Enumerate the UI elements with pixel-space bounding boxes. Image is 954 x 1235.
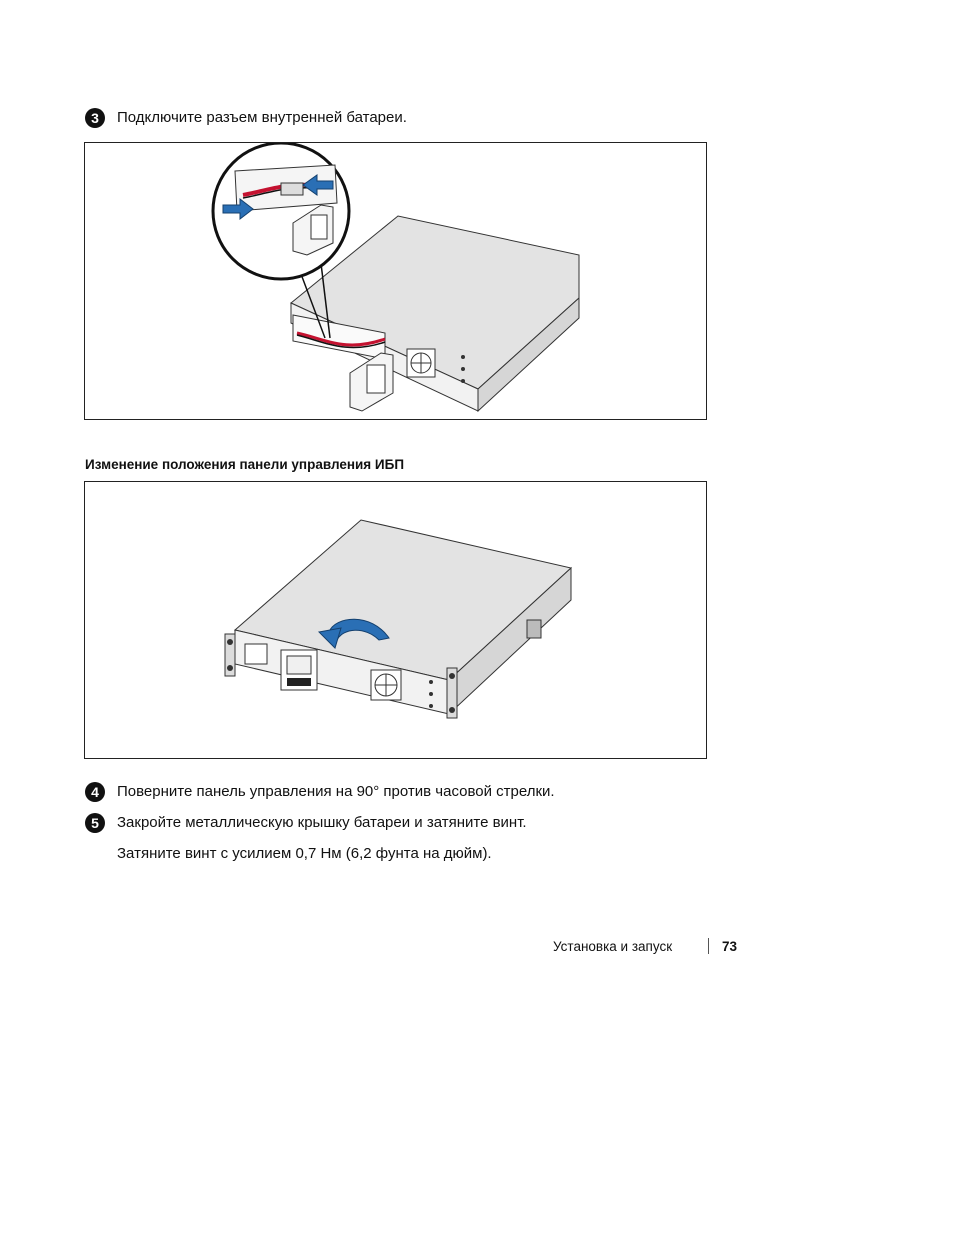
step-text: Закройте металлическую крышку батареи и затяните винт. [117, 814, 527, 831]
step-number: 5 [85, 813, 105, 833]
step-text: Подключите разъем внутренней батареи. [117, 109, 407, 126]
footer-section-title: Установка и запуск [553, 939, 673, 954]
battery-connector-figure [84, 142, 707, 420]
footer-divider [708, 938, 709, 954]
rotate-panel-illustration [85, 482, 706, 758]
step-number: 3 [85, 108, 105, 128]
step-5 [85, 813, 527, 833]
step-4 [85, 782, 555, 802]
section-heading: Изменение положения панели управления ИБП [85, 457, 405, 472]
step-text: Поверните панель управления на 90° против часовой стрелки. [117, 783, 555, 800]
rotate-panel-figure [84, 481, 707, 759]
torque-note: Затяните винт с усилием 0,7 Нм (6,2 фунта на дюйм). [117, 845, 492, 862]
page-number: 73 [722, 939, 738, 954]
step-3 [85, 108, 407, 128]
step-number: 4 [85, 782, 105, 802]
battery-connector-illustration [85, 143, 706, 419]
